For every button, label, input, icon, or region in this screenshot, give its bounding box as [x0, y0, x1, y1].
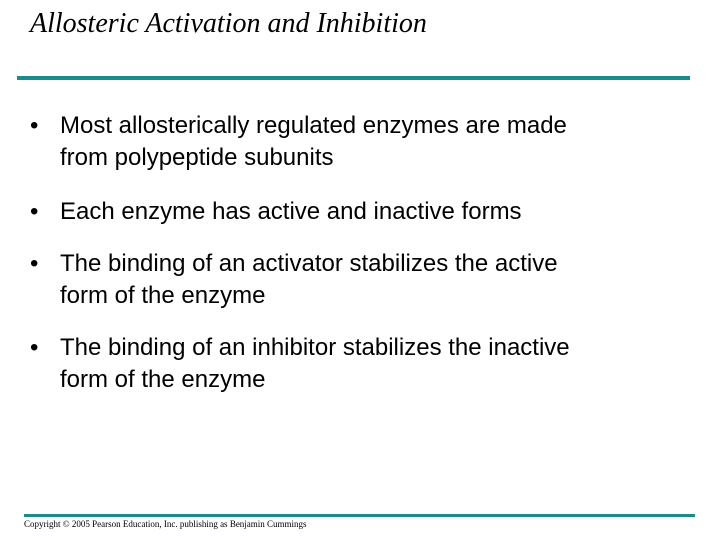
- bullet-icon: •: [30, 250, 39, 277]
- copyright-notice: Copyright © 2005 Pearson Education, Inc. publishing as Benjamin Cummings: [24, 519, 307, 529]
- bullet-text-line: form of the enzyme: [60, 366, 266, 393]
- bullet-text-line: form of the enzyme: [60, 282, 266, 309]
- bullet-icon: •: [30, 198, 39, 225]
- bullet-text-line: Each enzyme has active and inactive forms: [60, 198, 522, 225]
- bullet-icon: •: [30, 334, 39, 361]
- bullet-item: [30, 110, 690, 174]
- bullet-item: [30, 196, 690, 228]
- bullet-list: [30, 110, 690, 396]
- bullet-text-line: The binding of an inhibitor stabilizes the inactive: [60, 334, 570, 361]
- bullet-item: [30, 248, 690, 312]
- footer-divider: [24, 514, 695, 517]
- bullet-icon: •: [30, 112, 39, 139]
- title-divider: [17, 76, 690, 80]
- bullet-text-line: Most allosterically regulated enzymes are made: [60, 112, 567, 139]
- bullet-text-line: The binding of an activator stabilizes the active: [60, 250, 558, 277]
- slide-title: Allosteric Activation and Inhibition: [30, 8, 427, 39]
- bullet-text-line: from polypeptide subunits: [60, 144, 334, 171]
- bullet-item: [30, 332, 690, 396]
